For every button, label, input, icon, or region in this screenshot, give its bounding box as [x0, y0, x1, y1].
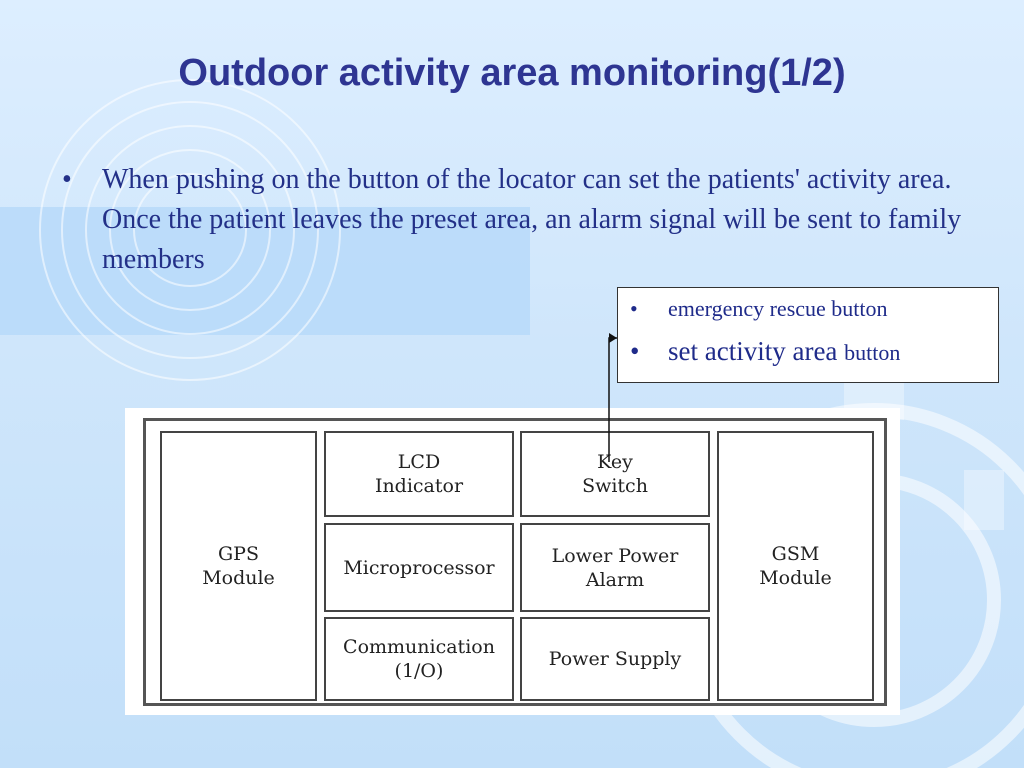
communication-io-block: Communication (1/O): [324, 617, 514, 701]
slide-title: Outdoor activity area monitoring(1/2): [178, 52, 846, 94]
main-bullet-point: [62, 160, 962, 280]
power-supply-block: Power Supply: [520, 617, 710, 701]
button-callout-box: [617, 287, 999, 383]
callout-bullet-marker: •: [630, 336, 640, 366]
lower-power-alarm-block: Lower Power Alarm: [520, 523, 710, 612]
locator-block-diagram: [125, 408, 900, 715]
key-switch-block: Key Switch: [520, 431, 710, 517]
callout-item-text: set activity area: [668, 336, 838, 366]
gsm-module-block: GSM Module: [717, 431, 874, 701]
callout-bullet-marker: •: [630, 296, 638, 321]
callout-item-suffix: button: [844, 340, 901, 365]
bullet-text: When pushing on the button of the locator can set the patients' activity area. Once the patient leaves the preset area, an alarm signal will be sent to family members: [102, 164, 962, 275]
bullet-marker: •: [62, 164, 72, 195]
callout-item-text: emergency rescue button: [668, 296, 888, 321]
gps-module-block: GPS Module: [160, 431, 317, 701]
microprocessor-block: Microprocessor: [324, 523, 514, 612]
lcd-indicator-block: LCD Indicator: [324, 431, 514, 517]
callout-item-emergency: [628, 296, 988, 328]
callout-item-activity-area: [628, 336, 988, 367]
